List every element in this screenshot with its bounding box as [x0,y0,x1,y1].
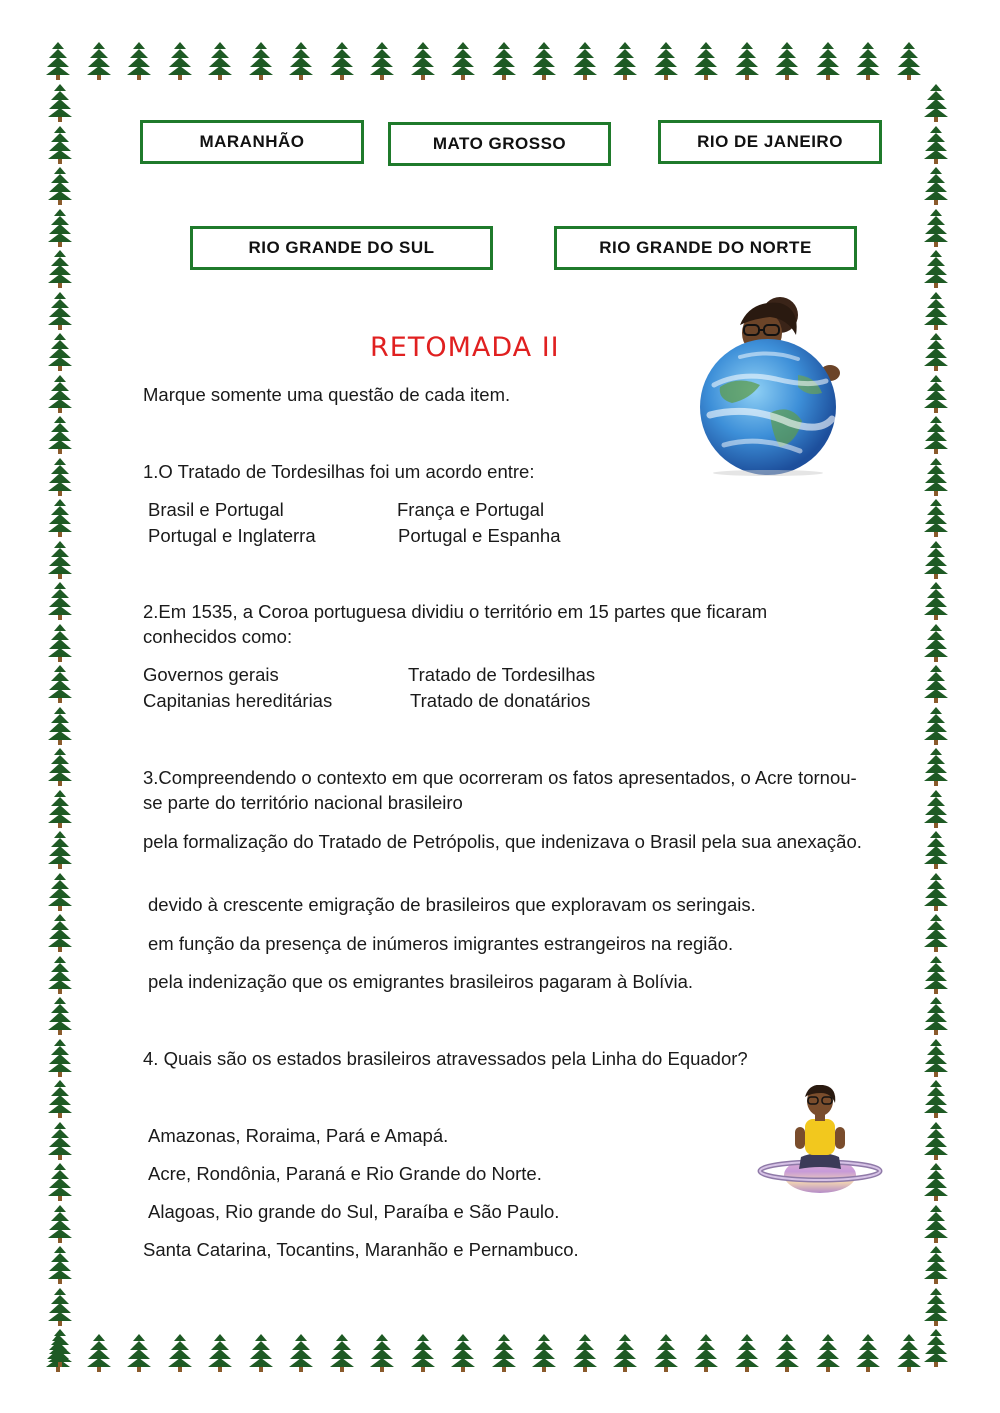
pine-tree-icon [48,665,72,703]
pine-tree-icon [48,997,72,1035]
pine-tree-icon [46,42,70,80]
pine-tree-icon [87,1334,111,1372]
state-box-maranhao[interactable]: MARANHÃO [140,120,364,164]
question-4: 4. Quais são os estados brasileiros atravessados pela Linha do Equador? [143,1048,748,1069]
pine-tree-icon [924,333,948,371]
state-box-rio-grande-do-sul[interactable]: RIO GRANDE DO SUL [190,226,493,270]
pine-tree-icon [856,1334,880,1372]
pine-tree-icon [330,1334,354,1372]
pine-tree-icon [924,167,948,205]
pine-tree-icon [48,1288,72,1326]
pine-tree-icon [924,1329,948,1367]
q3-option[interactable]: pela formalização do Tratado de Petrópolis, que indenizava o Brasil pela sua anexação. [143,831,862,852]
pine-tree-icon [924,126,948,164]
pine-tree-icon [613,42,637,80]
pine-tree-icon [924,914,948,952]
pine-tree-icon [411,42,435,80]
pine-tree-icon [48,250,72,288]
pine-tree-icon [48,1163,72,1201]
pine-tree-icon [924,1039,948,1077]
pine-tree-icon [816,1334,840,1372]
pine-tree-icon [924,1288,948,1326]
pine-tree-icon [924,1163,948,1201]
pine-tree-icon [694,1334,718,1372]
pine-tree-icon [924,1205,948,1243]
pine-tree-icon [451,1334,475,1372]
q4-option[interactable]: Acre, Rondônia, Paraná e Rio Grande do Norte. [148,1163,542,1184]
pine-tree-icon [924,665,948,703]
q1-option[interactable]: Portugal e Inglaterra [148,525,316,546]
pine-tree-icon [924,541,948,579]
pine-tree-icon [48,499,72,537]
pine-tree-icon [573,1334,597,1372]
pine-tree-icon [289,1334,313,1372]
pine-tree-icon [856,42,880,80]
q2-option[interactable]: Tratado de donatários [410,690,591,711]
pine-tree-icon [492,1334,516,1372]
pine-tree-icon [48,748,72,786]
pine-tree-icon [48,126,72,164]
pine-tree-icon [127,42,151,80]
pine-tree-icon [924,375,948,413]
pine-tree-icon [48,1080,72,1118]
pine-tree-icon [924,873,948,911]
pine-tree-icon [48,333,72,371]
pine-tree-icon [654,42,678,80]
pine-tree-icon [924,790,948,828]
q3-option[interactable]: pela indenização que os emigrantes brasileiros pagaram à Bolívia. [148,971,694,992]
pine-tree-icon [48,624,72,662]
pine-tree-icon [924,624,948,662]
pine-tree-icon [48,1039,72,1077]
pine-tree-icon [924,416,948,454]
pine-tree-icon [775,42,799,80]
q4-option[interactable]: Santa Catarina, Tocantins, Maranhão e Pernambuco. [143,1239,579,1260]
state-box-rio-de-janeiro[interactable]: RIO DE JANEIRO [658,120,882,164]
pine-tree-icon [48,1205,72,1243]
pine-tree-icon [48,416,72,454]
pine-tree-icon [654,1334,678,1372]
pine-tree-icon [48,1246,72,1284]
pine-tree-icon [330,42,354,80]
pine-tree-icon [897,42,921,80]
pine-tree-icon [924,748,948,786]
pine-tree-icon [87,42,111,80]
pine-tree-icon [924,1080,948,1118]
q2-option[interactable]: Governos gerais [143,664,279,685]
pine-tree-icon [451,42,475,80]
q3-option[interactable]: devido à crescente emigração de brasileiros que exploravam os seringais. [148,894,756,915]
q2-option[interactable]: Capitanias hereditárias [143,690,333,711]
pine-tree-icon [573,42,597,80]
pine-tree-icon [924,831,948,869]
q1-option[interactable]: Portugal e Espanha [398,525,561,546]
pine-tree-icon [924,956,948,994]
pine-tree-icon [613,1334,637,1372]
pine-tree-icon [924,250,948,288]
pine-tree-icon [168,1334,192,1372]
pine-tree-icon [816,42,840,80]
pine-tree-icon [48,84,72,122]
pine-tree-icon [48,914,72,952]
page-title: RETOMADA II [370,332,560,363]
pine-tree-icon [208,42,232,80]
pine-tree-icon [924,707,948,745]
pine-tree-icon [48,582,72,620]
pine-tree-icon [924,1122,948,1160]
pine-tree-icon [48,831,72,869]
pine-tree-icon [924,499,948,537]
pine-tree-icon [411,1334,435,1372]
q3-option[interactable]: em função da presença de inúmeros imigrantes estrangeiros na região. [148,933,734,954]
pine-tree-icon [289,42,313,80]
pine-tree-icon [735,42,759,80]
instruction-text: Marque somente uma questão de cada item. [143,384,511,405]
pine-tree-icon [48,707,72,745]
pine-tree-icon [208,1334,232,1372]
pine-tree-icon [370,42,394,80]
q4-option[interactable]: Amazonas, Roraima, Pará e Amapá. [148,1125,449,1146]
pine-tree-icon [924,582,948,620]
pine-tree-icon [249,1334,273,1372]
pine-tree-icon [48,873,72,911]
pine-tree-icon [924,292,948,330]
pine-tree-icon [168,42,192,80]
pine-tree-icon [48,209,72,247]
q4-option[interactable]: Alagoas, Rio grande do Sul, Paraíba e São Paulo. [148,1201,560,1222]
pine-tree-icon [370,1334,394,1372]
pine-tree-icon [48,956,72,994]
pine-tree-icon [48,1122,72,1160]
q1-option[interactable]: Brasil e Portugal [148,499,284,520]
pine-tree-icon [127,1334,151,1372]
pine-tree-icon [924,1246,948,1284]
pine-tree-icon [897,1334,921,1372]
q1-option[interactable]: França e Portugal [397,499,545,520]
pine-tree-icon [48,292,72,330]
pine-tree-icon [775,1334,799,1372]
pine-tree-icon [48,458,72,496]
pine-tree-icon [924,84,948,122]
pine-tree-icon [48,375,72,413]
pine-tree-icon [492,42,516,80]
pine-tree-icon [735,1334,759,1372]
pine-tree-icon [48,790,72,828]
pine-tree-icon [48,541,72,579]
pine-tree-icon [249,42,273,80]
pine-tree-icon [694,42,718,80]
saturn-avatar-icon [755,1085,885,1197]
pine-tree-icon [924,458,948,496]
pine-tree-icon [924,209,948,247]
pine-tree-icon [532,42,556,80]
q2-option[interactable]: Tratado de Tordesilhas [408,664,596,685]
pine-tree-icon [924,997,948,1035]
globe-avatar-icon [680,295,850,477]
state-box-mato-grosso[interactable]: MATO GROSSO [388,122,611,166]
question-1: 1.O Tratado de Tordesilhas foi um acordo entre: [143,461,535,482]
state-box-rio-grande-do-norte[interactable]: RIO GRANDE DO NORTE [554,226,857,270]
pine-tree-icon [48,167,72,205]
pine-tree-icon [532,1334,556,1372]
question-3: 3.Compreendendo o contexto em que ocorreram os fatos apresentados, o Acre tornou-se parte do território nacional brasileiro [143,767,857,813]
question-2: 2.Em 1535, a Coroa portuguesa dividiu o território em 15 partes que ficaram conhecidos como: [143,601,768,647]
